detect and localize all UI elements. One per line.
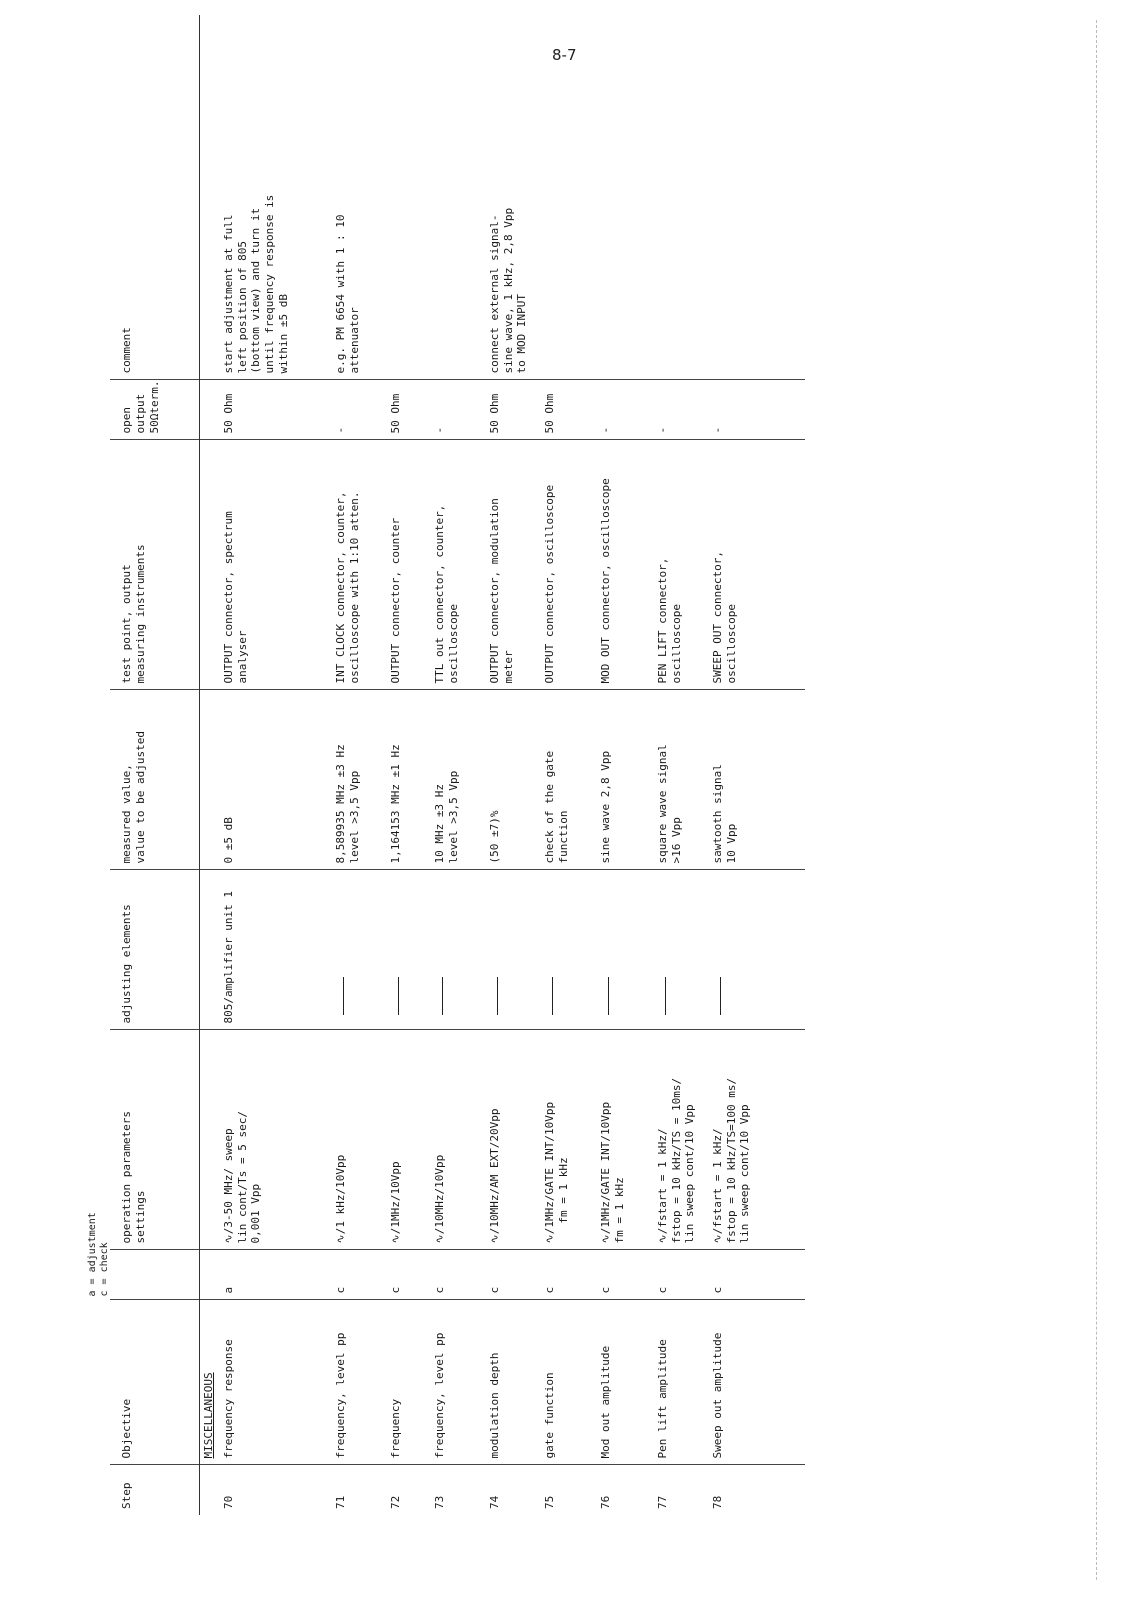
operation-cell <box>705 1030 805 1250</box>
measured-cell <box>427 690 482 870</box>
operation-line: fm = 1 kHz <box>612 1177 626 1244</box>
open-output-text: - <box>655 426 669 434</box>
header-step: Step <box>110 1465 200 1515</box>
measured-cell <box>328 690 383 870</box>
section-row <box>200 15 216 1515</box>
comment-cell <box>537 15 593 380</box>
table-row <box>482 15 537 1515</box>
open-output-cell <box>705 380 805 440</box>
adjusting-cell <box>537 870 593 1030</box>
open-output-text: 50 Ohm <box>388 393 402 434</box>
operation-line: ∿/1MHz/GATE INT/10Vpp <box>542 1101 556 1244</box>
empty-dash <box>442 978 443 1016</box>
header-objective: Objective <box>110 1300 200 1465</box>
comment-line: left position of 805 <box>235 241 249 374</box>
check-adjust-text: a <box>221 1286 235 1294</box>
adjustment-table <box>87 15 805 1515</box>
step-text: 70 <box>221 1495 235 1509</box>
testpoint-line: meter <box>501 650 515 684</box>
testpoint-line: OUTPUT connector, counter <box>388 517 402 684</box>
measured-line: 10 MHz ±3 Hz <box>432 784 446 864</box>
testpoint-cell <box>216 440 328 690</box>
measured-line: 8,589935 MHz ±3 Hz <box>333 744 347 864</box>
measured-cell <box>216 690 328 870</box>
comment-line: sine wave, 1 kHz, 2,8 Vpp <box>501 207 515 374</box>
objective-cell <box>216 1300 328 1465</box>
objective-cell <box>482 1300 537 1465</box>
objective-text: Mod out amplitude <box>598 1345 612 1459</box>
comment-cell <box>427 15 482 380</box>
check-adjust-text: c <box>598 1286 612 1294</box>
check-adjust-cell <box>216 1250 328 1300</box>
check-adjust-text: c <box>388 1286 402 1294</box>
comment-cell <box>705 15 805 380</box>
open-output-text: - <box>710 426 724 434</box>
step-text: 77 <box>655 1495 669 1509</box>
open-output-text: - <box>598 426 612 434</box>
operation-cell <box>593 1030 650 1250</box>
measured-line: 10 Vpp <box>724 823 738 864</box>
check-adjust-cell <box>593 1250 650 1300</box>
empty-dash <box>608 978 609 1016</box>
open-output-cell <box>383 380 427 440</box>
measured-line: square wave signal <box>655 744 669 864</box>
check-adjust-text: c <box>487 1286 501 1294</box>
testpoint-line: oscilloscope <box>669 604 683 684</box>
operation-line: lin cont/Ts = 5 sec/ <box>235 1111 249 1244</box>
header-comment: comment <box>110 15 200 380</box>
comment-line: to MOD INPUT <box>515 294 529 374</box>
check-adjust-cell <box>383 1250 427 1300</box>
empty-dash <box>720 978 721 1016</box>
header-check-adjust <box>87 1212 200 1300</box>
comment-line: until frequency response is <box>263 194 276 374</box>
adjusting-cell <box>593 870 650 1030</box>
header-open-output: open output 50Ωterm. <box>110 380 200 440</box>
measured-line: level >3,5 Vpp <box>347 770 361 864</box>
objective-cell <box>427 1300 482 1465</box>
operation-line: ∿/fstart = 1 kHz/ <box>655 1128 669 1244</box>
step-text: 74 <box>487 1495 501 1509</box>
legend <box>87 1212 110 1296</box>
open-output-cell <box>328 380 383 440</box>
step-text: 73 <box>432 1495 446 1509</box>
operation-line: lin sweep cont/10 Vpp <box>683 1104 697 1244</box>
check-adjust-cell <box>482 1250 537 1300</box>
testpoint-cell <box>482 440 537 690</box>
open-output-cell <box>482 380 537 440</box>
header-testpoint: test point, output measuring instruments <box>110 440 200 690</box>
step-cell <box>383 1465 427 1515</box>
testpoint-line: oscilloscope with 1:10 atten. <box>347 491 361 684</box>
rotated-table-container <box>87 15 1130 1515</box>
operation-line: fm = 1 kHz <box>556 1157 570 1244</box>
check-adjust-text: c <box>432 1286 446 1294</box>
step-text: 75 <box>542 1495 556 1509</box>
table-row <box>216 15 328 1515</box>
measured-line: check of the gate <box>542 750 556 864</box>
testpoint-line: oscilloscope <box>446 604 460 684</box>
measured-cell <box>383 690 427 870</box>
operation-cell <box>328 1030 383 1250</box>
operation-line: fstop = 10 kHz/TS=100 ms/ <box>724 1077 738 1244</box>
empty-dash <box>552 978 553 1016</box>
adjusting-cell <box>427 870 482 1030</box>
empty-dash <box>497 978 498 1016</box>
objective-text: frequency response <box>221 1339 235 1459</box>
operation-line: fstop = 10 kHz/TS = 10ms/ <box>669 1077 683 1244</box>
comment-line: attenuator <box>347 307 361 374</box>
open-output-text: 50 Ohm <box>487 393 501 434</box>
adjusting-cell <box>216 870 328 1030</box>
comment-line: e.g. PM 6654 with 1 : 10 <box>333 214 347 374</box>
testpoint-cell <box>328 440 383 690</box>
measured-line: function <box>556 810 570 864</box>
testpoint-line: analyser <box>235 630 249 684</box>
operation-line: ∿/10MHz/10Vpp <box>432 1154 446 1244</box>
step-text: 76 <box>598 1495 612 1509</box>
objective-text: modulation depth <box>487 1352 501 1459</box>
operation-line: ∿/1 kHz/10Vpp <box>333 1154 347 1244</box>
measured-cell <box>537 690 593 870</box>
objective-cell <box>650 1300 705 1465</box>
testpoint-line: OUTPUT connector, modulation <box>487 498 501 684</box>
comment-line: start adjustment at full <box>221 214 235 374</box>
check-adjust-cell <box>427 1250 482 1300</box>
objective-cell <box>383 1300 427 1465</box>
table-row <box>537 15 593 1515</box>
comment-cell <box>328 15 383 380</box>
empty-dash <box>343 978 344 1016</box>
operation-line: ∿/fstart = 1 kHz/ <box>710 1128 724 1244</box>
step-cell <box>328 1465 383 1515</box>
step-cell <box>216 1465 328 1515</box>
testpoint-line: PEN LIFT connector, <box>655 557 669 684</box>
measured-cell <box>650 690 705 870</box>
objective-cell <box>705 1300 805 1465</box>
measured-cell <box>482 690 537 870</box>
table-row <box>593 15 650 1515</box>
adjusting-text: 805/amplifier unit 1 <box>221 891 235 1024</box>
adjusting-cell <box>328 870 383 1030</box>
objective-cell <box>593 1300 650 1465</box>
table-row <box>650 15 705 1515</box>
testpoint-line: TTL out connector, counter, <box>432 504 446 684</box>
step-cell <box>593 1465 650 1515</box>
table-row <box>328 15 383 1515</box>
step-cell <box>650 1465 705 1515</box>
check-adjust-cell <box>328 1250 383 1300</box>
legend-adjustment: a = adjustment <box>87 1212 98 1297</box>
table-row <box>705 15 805 1515</box>
open-output-cell <box>216 380 328 440</box>
step-cell <box>705 1465 805 1515</box>
header-measured: measured value, value to be adjusted <box>110 690 200 870</box>
operation-cell <box>537 1030 593 1250</box>
comment-line: (bottom view) and turn it <box>249 207 263 374</box>
measured-line: level >3,5 Vpp <box>446 770 460 864</box>
measured-line: sine wave 2,8 Vpp <box>598 750 612 864</box>
check-adjust-cell <box>537 1250 593 1300</box>
open-output-cell <box>427 380 482 440</box>
objective-text: Sweep out amplitude <box>710 1332 724 1459</box>
measured-cell <box>593 690 650 870</box>
measured-line: 0 ±5 dB <box>221 817 235 864</box>
step-cell <box>537 1465 593 1515</box>
testpoint-cell <box>537 440 593 690</box>
step-text: 71 <box>333 1495 347 1509</box>
header-operation: operation parameters settings <box>110 1030 200 1250</box>
check-adjust-cell <box>705 1250 805 1300</box>
check-adjust-text: c <box>333 1286 347 1294</box>
objective-text: gate function <box>542 1372 556 1459</box>
testpoint-line: OUTPUT connector, spectrum <box>221 511 235 684</box>
step-text: 72 <box>388 1495 402 1509</box>
adjusting-cell <box>705 870 805 1030</box>
testpoint-cell <box>427 440 482 690</box>
testpoint-line: oscilloscope <box>724 604 738 684</box>
testpoint-cell <box>650 440 705 690</box>
comment-cell <box>216 15 328 380</box>
operation-line: ∿/3-50 MHz/ sweep <box>221 1128 235 1244</box>
testpoint-cell <box>593 440 650 690</box>
table-row <box>427 15 482 1515</box>
operation-cell <box>427 1030 482 1250</box>
operation-line: ∿/10MHz/AM EXT/20Vpp <box>487 1108 501 1244</box>
objective-cell <box>328 1300 383 1465</box>
comment-line: within ±5 dB <box>276 294 290 374</box>
comment-cell <box>593 15 650 380</box>
measured-line: >16 Vpp <box>669 817 683 864</box>
comment-cell <box>650 15 705 380</box>
header-adjusting: adjusting elements <box>110 870 200 1030</box>
testpoint-cell <box>705 440 805 690</box>
operation-cell <box>383 1030 427 1250</box>
check-adjust-text: c <box>542 1286 556 1294</box>
objective-text: Pen lift amplitude <box>655 1339 669 1459</box>
testpoint-line: INT CLOCK connector, counter, <box>333 491 347 684</box>
open-output-text: - <box>333 426 347 434</box>
adjusting-cell <box>383 870 427 1030</box>
objective-text: frequency, level pp <box>333 1332 347 1459</box>
open-output-cell <box>650 380 705 440</box>
adjusting-cell <box>650 870 705 1030</box>
operation-line: ∿/1MHz/10Vpp <box>388 1161 402 1244</box>
operation-cell <box>650 1030 705 1250</box>
operation-line: 0,001 Vpp <box>249 1183 263 1244</box>
operation-cell <box>482 1030 537 1250</box>
testpoint-line: MOD OUT connector, oscilloscope <box>598 478 612 684</box>
testpoint-line: SWEEP OUT connector, <box>710 551 724 684</box>
check-adjust-text: c <box>710 1286 724 1294</box>
open-output-cell <box>593 380 650 440</box>
legend-check: c = check <box>98 1242 110 1297</box>
objective-text: frequency <box>388 1398 402 1459</box>
open-output-cell <box>537 380 593 440</box>
operation-cell <box>216 1030 328 1250</box>
measured-line: sawtooth signal <box>710 764 724 864</box>
testpoint-line: OUTPUT connector, oscilloscope <box>542 484 556 684</box>
testpoint-cell <box>383 440 427 690</box>
comment-cell <box>383 15 427 380</box>
step-cell <box>427 1465 482 1515</box>
operation-line: ∿/1MHz/GATE INT/10Vpp <box>598 1101 612 1244</box>
empty-dash <box>665 978 666 1016</box>
open-output-text: - <box>432 426 446 434</box>
open-output-text: 50 Ohm <box>542 393 556 434</box>
open-output-text: 50 Ohm <box>221 393 235 434</box>
measured-line: (50 ±7)% <box>487 810 501 864</box>
section-title: MISCELLANEOUS <box>200 1300 216 1465</box>
step-cell <box>482 1465 537 1515</box>
comment-cell <box>482 15 537 380</box>
operation-line: lin sweep cont/10 Vpp <box>738 1104 752 1244</box>
page-number: 8-7 <box>552 46 577 64</box>
step-text: 78 <box>710 1495 724 1509</box>
adjusting-cell <box>482 870 537 1030</box>
objective-text: frequency, level pp <box>432 1332 446 1459</box>
check-adjust-text: c <box>655 1286 669 1294</box>
measured-line: 1,164153 MHz ±1 Hz <box>388 744 402 864</box>
check-adjust-cell <box>650 1250 705 1300</box>
empty-dash <box>398 978 399 1016</box>
objective-cell <box>537 1300 593 1465</box>
header-row <box>110 15 200 1515</box>
measured-cell <box>705 690 805 870</box>
table-row <box>383 15 427 1515</box>
comment-line: connect external signal- <box>487 214 501 374</box>
